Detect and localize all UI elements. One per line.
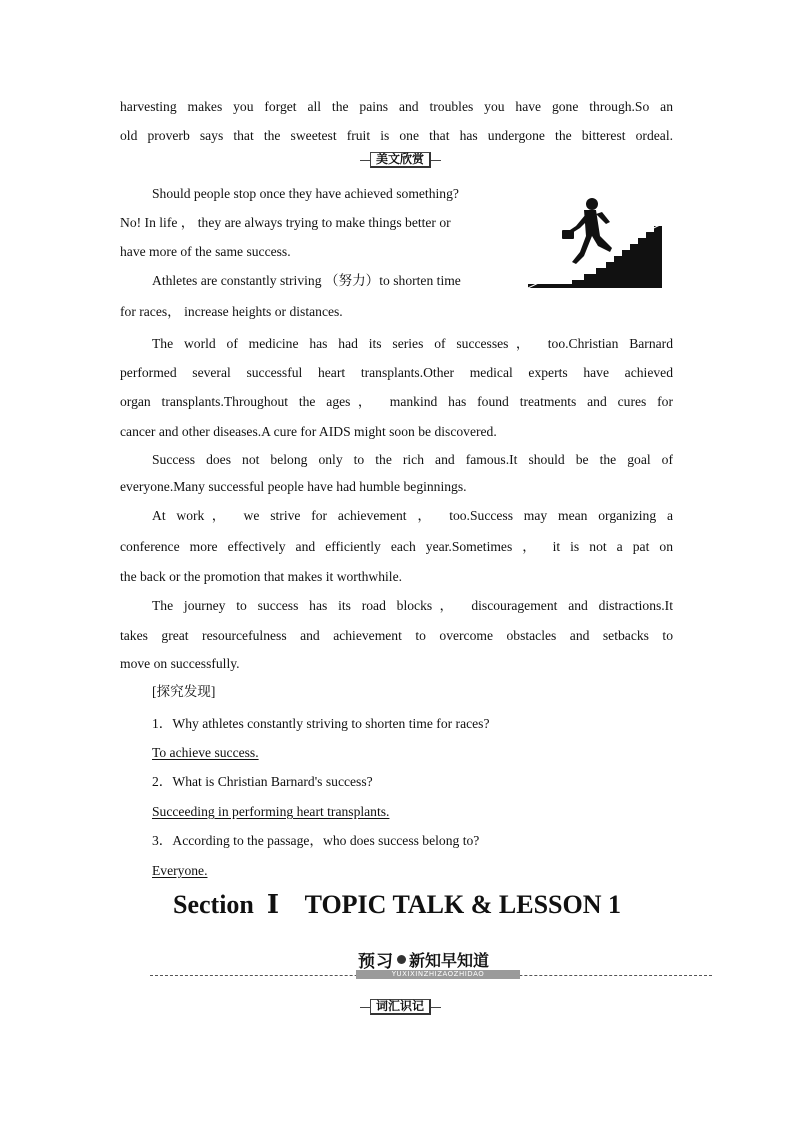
p5-line-1: At work， we strive for achievement ， too.Success may mean organizing a xyxy=(152,508,673,523)
p3-line-2: performed several successful heart transplants.Other medical experts have achieved xyxy=(120,365,673,380)
p3-line-3: organ transplants.Throughout the ages， mankind has found treatments and cures for xyxy=(120,394,673,409)
answer-1: To achieve success. xyxy=(152,745,259,760)
question-1: 1．Why athletes constantly striving to shorten time for races? xyxy=(152,716,490,731)
p3-line-4: cancer and other diseases.A cure for AIDS might soon be discovered. xyxy=(120,424,497,439)
p6-line-2: takes great resourcefulness and achievement to overcome obstacles and setbacks to xyxy=(120,628,673,643)
businessman-figure xyxy=(562,198,612,264)
p4-line-2: everyone.Many successful people have had humble beginnings. xyxy=(120,479,467,494)
p1-line-2: No! In life ， they are always trying to make things better or xyxy=(120,215,451,230)
vocab-label-text: 词汇识记 xyxy=(370,999,431,1015)
banner-dot-icon xyxy=(397,955,406,964)
reading-label xyxy=(360,152,441,168)
p6-line-3: move on successfully. xyxy=(120,656,240,671)
banner-right-text: 新知早知道 xyxy=(409,950,490,970)
section-title: Section Ⅰ TOPIC TALK & LESSON 1 xyxy=(173,890,621,919)
answer-3: Everyone. xyxy=(152,863,208,878)
p3-line-1: The world of medicine has had its series of successes， too.Christian Barnard xyxy=(152,336,673,351)
banner-left-text: 预习 xyxy=(358,951,394,972)
p2-line-1: Athletes are constantly striving （努力）to shorten time xyxy=(152,273,461,288)
p5-line-2: conference more effectively and efficiently each year.Sometimes ， it is not a pat on xyxy=(120,539,673,554)
intro-line-2: old proverb says that the sweetest fruit is one that has undergone the bitterest ordeal. xyxy=(120,128,673,143)
p4-line-1: Success does not belong only to the rich and famous.It should be the goal of xyxy=(152,452,673,467)
question-2: 2．What is Christian Barnard's success? xyxy=(152,774,373,789)
intro-line-1: harvesting makes you forget all the pains and troubles you have gone through.So an xyxy=(120,99,673,114)
reading-label-text: 美文欣赏 xyxy=(370,152,431,168)
explore-heading: [探究发现] xyxy=(152,684,216,699)
question-3: 3．According to the passage，who does success belong to? xyxy=(152,833,480,848)
stair-climber-illustration xyxy=(526,196,664,290)
p1-line-3: have more of the same success. xyxy=(120,244,291,259)
preview-banner xyxy=(150,946,712,982)
answer-2: Succeeding in performing heart transplants. xyxy=(152,804,390,819)
banner-pinyin-strip: YUXIXINZHIZAOZHIDAO xyxy=(356,970,520,979)
p6-line-1: The journey to success has its road blocks， discouragement and distractions.It xyxy=(152,598,673,613)
p5-line-3: the back or the promotion that makes it worthwhile. xyxy=(120,569,403,584)
p2-line-2: for races， increase heights or distances. xyxy=(120,304,343,319)
p1-line-1: Should people stop once they have achieved something? xyxy=(152,186,459,201)
vocab-label xyxy=(360,999,441,1015)
